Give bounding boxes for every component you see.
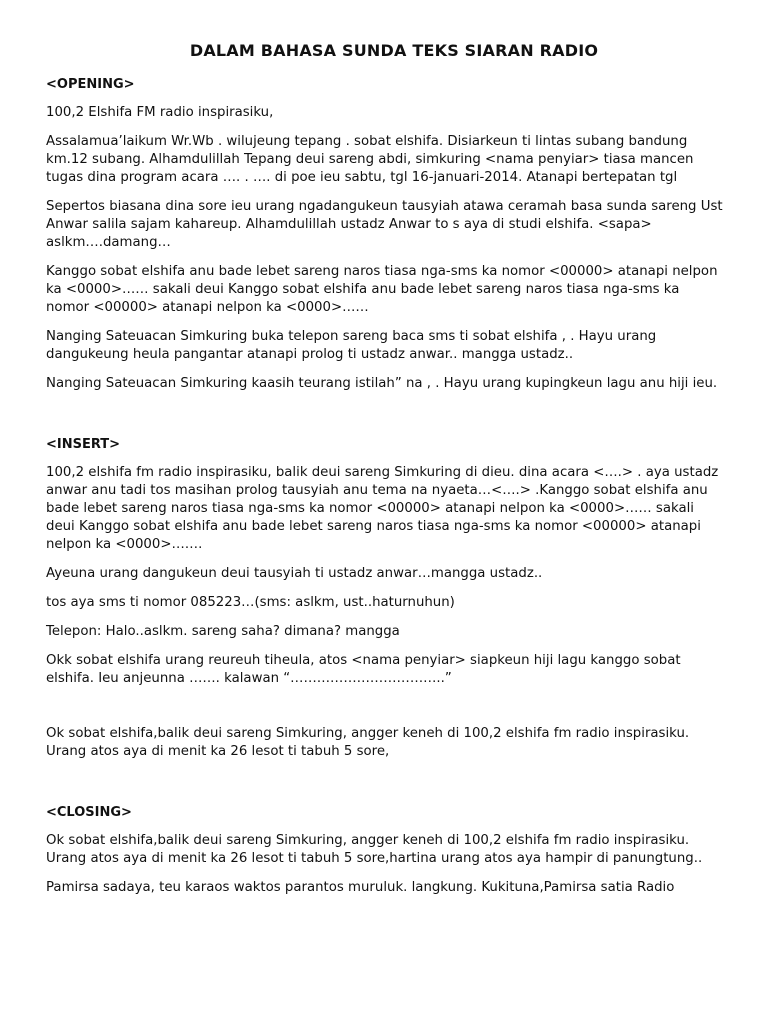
opening-paragraph-6: Nanging Sateuacan Simkuring kaasih teurang istilah” na , . Hayu urang kupingkeun lagu anu hiji ieu. [46,376,718,391]
document-title: DALAM BAHASA SUNDA TEKS SIARAN RADIO [189,41,599,60]
opening-paragraph-2: Assalamua’laikum Wr.Wb . wilujeung tepang . sobat elshifa. Disiarkeun ti lintas subang bandung km.12 subang. Alhamdulillah Tepang deui sareng abdi, simkuring <nama penyiar> tiasa mancen tugas dina program acara …. . …. di poe ieu sabtu, tgl 16-januari-2014. Atanapi bertepatan tgl [46,134,694,185]
section-heading-closing: <CLOSING> [46,805,132,820]
spacer [46,772,726,804]
insert-paragraph-6: Ok sobat elshifa,balik deui sareng Simkuring, angger keneh di 100,2 elshifa fm radio inspirasiku. Urang atos aya di menit ka 26 lesot ti tabuh 5 sore, [46,726,690,759]
section-heading-insert: <INSERT> [46,437,121,452]
insert-paragraph-3: tos aya sms ti nomor 085223…(sms: aslkm, ust..haturnuhun) [46,595,455,610]
section-heading-opening: <OPENING> [46,77,135,92]
document-page [46,40,726,908]
opening-paragraph-5: Nanging Sateuacan Simkuring buka telepon sareng baca sms ti sobat elshifa , . Hayu urang dangukeung heula pangantar atanapi prolog ti ustadz anwar.. mangga ustadz.. [46,329,657,362]
opening-paragraph-4: Kanggo sobat elshifa anu bade lebet sareng naros tiasa nga-sms ka nomor <00000> atanapi nelpon ka <0000>…… sakali deui Kanggo sobat elshifa anu bade lebet sareng naros tiasa nga-sms ka nomor <00000> atanapi nelpon ka <0000>…… [46,264,718,315]
closing-paragraph-2: Pamirsa sadaya, teu karaos waktos parantos muruluk. langkung. Kukituna,Pamirsa satia Radio [46,880,675,895]
closing-paragraph-1: Ok sobat elshifa,balik deui sareng Simkuring, angger keneh di 100,2 elshifa fm radio inspirasiku. Urang atos aya di menit ka 26 lesot ti tabuh 5 sore,hartina urang atos aya hampir di panungtung.. [46,833,703,866]
spacer [46,404,726,436]
opening-paragraph-1: 100,2 Elshifa FM radio inspirasiku, [46,105,274,120]
insert-paragraph-1: 100,2 elshifa fm radio inspirasiku, balik deui sareng Simkuring di dieu. dina acara <….> . aya ustadz anwar anu tadi tos masihan prolog tausyiah anu tema na nyaeta…<….> .Kanggo sobat elshifa anu bade lebet sareng naros tiasa nga-sms ka nomor <00000> atanapi nelpon ka <0000>…… sakali deui Kanggo sobat elshifa anu bade lebet sareng naros tiasa nga-sms ka nomor <00000> atanapi nelpon ka <0000>……. [46,465,719,552]
spacer [46,699,726,725]
insert-paragraph-4: Telepon: Halo..aslkm. sareng saha? dimana? mangga [46,624,400,639]
insert-paragraph-2: Ayeuna urang dangukeun deui tausyiah ti ustadz anwar…mangga ustadz.. [46,566,543,581]
opening-paragraph-3: Sepertos biasana dina sore ieu urang ngadangukeun tausyiah atawa ceramah basa sunda sareng Ust Anwar salila sajam kahareup. Alhamdulillah ustadz Anwar to s aya di studi elshifa. <sapa> aslkm….damang… [46,199,723,250]
insert-paragraph-5: Okk sobat elshifa urang reureuh tiheula, atos <nama penyiar> siapkeun hiji lagu kanggo sobat elshifa. Ieu anjeunna ……. kalawan “……………………………..” [46,653,681,686]
